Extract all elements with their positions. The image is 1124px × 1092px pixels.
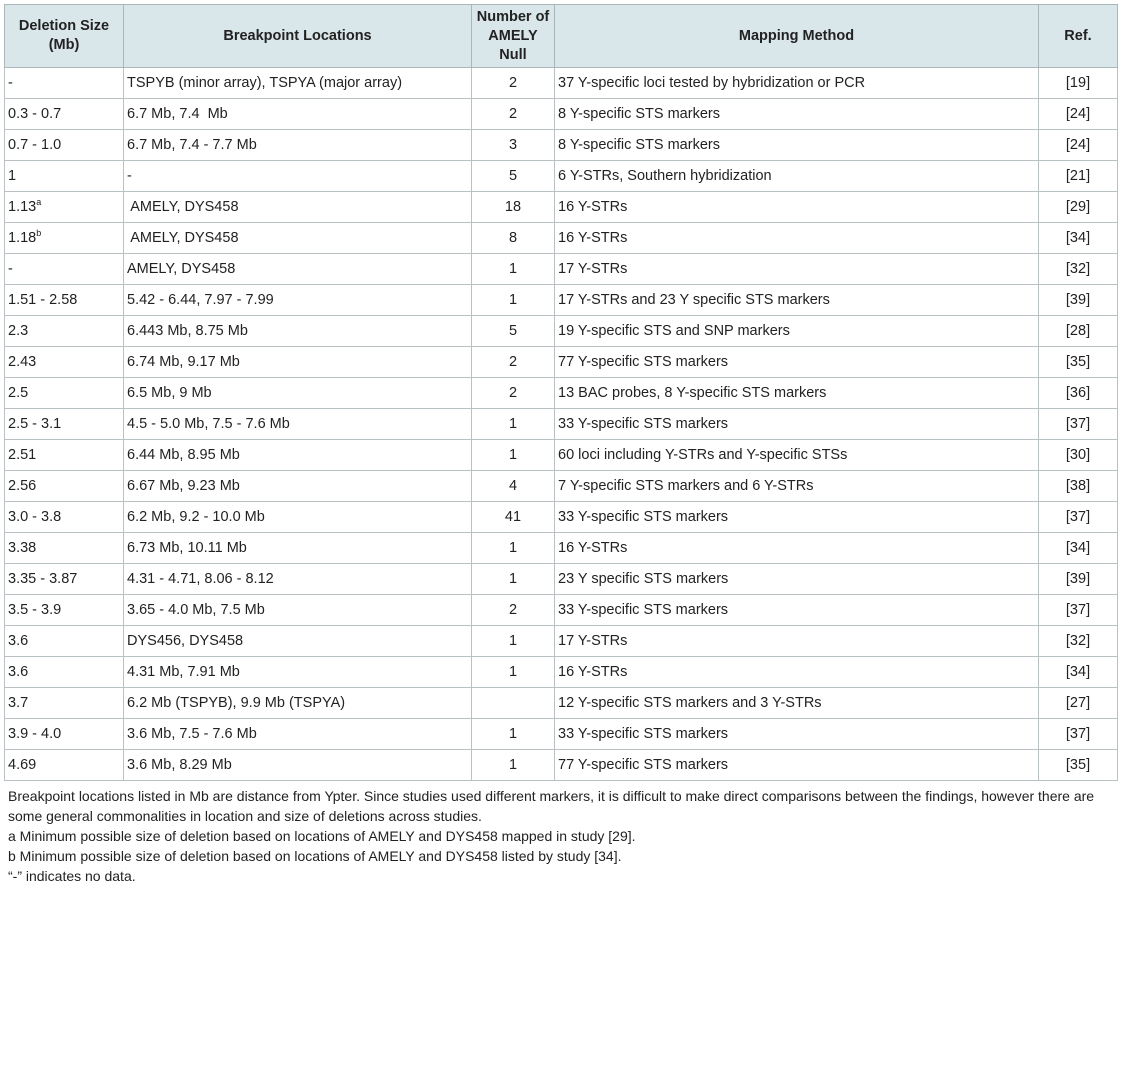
- table-row: [5, 657, 1118, 688]
- cell-deletion-size: [5, 316, 124, 347]
- cell-mapping-method: 19 Y-specific STS and SNP markers: [555, 316, 1039, 347]
- cell-mapping-method: 33 Y-specific STS markers: [555, 409, 1039, 440]
- cell-breakpoint-locations: 6.7 Mb, 7.4 Mb: [124, 99, 472, 130]
- cell-deletion-size: [5, 99, 124, 130]
- cell-number-amely-null: 1: [472, 626, 555, 657]
- cell-breakpoint-locations: 3.6 Mb, 8.29 Mb: [124, 750, 472, 781]
- cell-deletion-size: [5, 130, 124, 161]
- cell-mapping-method: 8 Y-specific STS markers: [555, 130, 1039, 161]
- cell-deletion-size: [5, 254, 124, 285]
- cell-deletion-size: [5, 378, 124, 409]
- cell-mapping-method: 16 Y-STRs: [555, 192, 1039, 223]
- deletion-size-value: 3.38: [8, 540, 37, 556]
- cell-number-amely-null: 2: [472, 99, 555, 130]
- cell-deletion-size: [5, 347, 124, 378]
- cell-number-amely-null: 1: [472, 657, 555, 688]
- deletion-size-value: 0.3 - 0.7: [8, 106, 62, 122]
- deletion-size-value: 3.7: [8, 695, 29, 711]
- cell-mapping-method: 77 Y-specific STS markers: [555, 347, 1039, 378]
- cell-number-amely-null: 8: [472, 223, 555, 254]
- cell-ref: [34]: [1039, 657, 1118, 688]
- cell-breakpoint-locations: 3.65 - 4.0 Mb, 7.5 Mb: [124, 595, 472, 626]
- cell-breakpoint-locations: 6.2 Mb (TSPYB), 9.9 Mb (TSPYA): [124, 688, 472, 719]
- table-row: [5, 223, 1118, 254]
- table-row: [5, 347, 1118, 378]
- table-row: [5, 533, 1118, 564]
- cell-deletion-size: [5, 533, 124, 564]
- cell-breakpoint-locations: AMELY, DYS458: [124, 192, 472, 223]
- cell-ref: [37]: [1039, 719, 1118, 750]
- table-container: [4, 4, 1117, 886]
- cell-ref: [32]: [1039, 626, 1118, 657]
- cell-ref: [19]: [1039, 68, 1118, 99]
- cell-number-amely-null: 1: [472, 409, 555, 440]
- cell-deletion-size: [5, 161, 124, 192]
- cell-deletion-size: [5, 688, 124, 719]
- table-row: [5, 502, 1118, 533]
- table-row: [5, 254, 1118, 285]
- cell-mapping-method: 37 Y-specific loci tested by hybridization or PCR: [555, 68, 1039, 99]
- cell-breakpoint-locations: 4.31 - 4.71, 8.06 - 8.12: [124, 564, 472, 595]
- cell-ref: [38]: [1039, 471, 1118, 502]
- cell-number-amely-null: 3: [472, 130, 555, 161]
- cell-breakpoint-locations: TSPYB (minor array), TSPYA (major array): [124, 68, 472, 99]
- cell-mapping-method: 17 Y-STRs: [555, 626, 1039, 657]
- cell-number-amely-null: 1: [472, 254, 555, 285]
- cell-breakpoint-locations: 6.2 Mb, 9.2 - 10.0 Mb: [124, 502, 472, 533]
- header-breakpoint-locations: Breakpoint Locations: [124, 5, 472, 68]
- cell-number-amely-null: 2: [472, 347, 555, 378]
- deletion-size-value: 3.0 - 3.8: [8, 509, 62, 525]
- cell-deletion-size: [5, 626, 124, 657]
- cell-number-amely-null: 41: [472, 502, 555, 533]
- deletion-size-value: 3.6: [8, 664, 29, 680]
- cell-ref: [35]: [1039, 750, 1118, 781]
- footnote-marker: a: [36, 197, 42, 208]
- cell-breakpoint-locations: 5.42 - 6.44, 7.97 - 7.99: [124, 285, 472, 316]
- cell-deletion-size: [5, 223, 124, 254]
- cell-ref: [34]: [1039, 533, 1118, 564]
- table-row: [5, 161, 1118, 192]
- cell-mapping-method: 8 Y-specific STS markers: [555, 99, 1039, 130]
- cell-breakpoint-locations: 6.44 Mb, 8.95 Mb: [124, 440, 472, 471]
- cell-breakpoint-locations: AMELY, DYS458: [124, 254, 472, 285]
- cell-number-amely-null: 1: [472, 440, 555, 471]
- cell-ref: [36]: [1039, 378, 1118, 409]
- table-row: [5, 564, 1118, 595]
- header-deletion-size: Deletion Size (Mb): [5, 5, 124, 68]
- deletion-size-value: -: [8, 75, 13, 91]
- cell-breakpoint-locations: 3.6 Mb, 7.5 - 7.6 Mb: [124, 719, 472, 750]
- table-row: [5, 626, 1118, 657]
- cell-breakpoint-locations: 6.5 Mb, 9 Mb: [124, 378, 472, 409]
- table-body: [5, 68, 1118, 781]
- cell-number-amely-null: 1: [472, 719, 555, 750]
- cell-deletion-size: [5, 285, 124, 316]
- table-row: [5, 750, 1118, 781]
- cell-mapping-method: 33 Y-specific STS markers: [555, 502, 1039, 533]
- cell-mapping-method: 13 BAC probes, 8 Y-specific STS markers: [555, 378, 1039, 409]
- table-row: [5, 409, 1118, 440]
- cell-breakpoint-locations: -: [124, 161, 472, 192]
- cell-breakpoint-locations: 6.74 Mb, 9.17 Mb: [124, 347, 472, 378]
- cell-deletion-size: [5, 471, 124, 502]
- cell-number-amely-null: 1: [472, 750, 555, 781]
- footnote-b: b Minimum possible size of deletion based on locations of AMELY and DYS458 listed by study [34].: [8, 848, 622, 864]
- cell-breakpoint-locations: 4.31 Mb, 7.91 Mb: [124, 657, 472, 688]
- cell-mapping-method: 33 Y-specific STS markers: [555, 595, 1039, 626]
- table-row: [5, 130, 1118, 161]
- cell-deletion-size: [5, 440, 124, 471]
- cell-number-amely-null: 5: [472, 316, 555, 347]
- cell-mapping-method: 16 Y-STRs: [555, 223, 1039, 254]
- table-row: [5, 471, 1118, 502]
- deletion-size-value: 0.7 - 1.0: [8, 137, 62, 153]
- table-footnotes: [4, 786, 1121, 886]
- table-row: [5, 285, 1118, 316]
- header-ref: Ref.: [1039, 5, 1118, 68]
- deletion-size-value: 3.9 - 4.0: [8, 726, 62, 742]
- table-row: [5, 192, 1118, 223]
- table-row: [5, 316, 1118, 347]
- cell-number-amely-null: [472, 688, 555, 719]
- cell-ref: [39]: [1039, 564, 1118, 595]
- cell-breakpoint-locations: 6.7 Mb, 7.4 - 7.7 Mb: [124, 130, 472, 161]
- footnote-main: Breakpoint locations listed in Mb are distance from Ypter. Since studies used different markers, it is difficult to make direct comparisons between the findings, however there are some general commonalities in location and size of deletions across studies.: [8, 788, 1095, 824]
- cell-breakpoint-locations: AMELY, DYS458: [124, 223, 472, 254]
- deletion-size-value: 1.13: [8, 199, 37, 215]
- header-mapping-method: Mapping Method: [555, 5, 1039, 68]
- cell-breakpoint-locations: DYS456, DYS458: [124, 626, 472, 657]
- cell-mapping-method: 17 Y-STRs and 23 Y specific STS markers: [555, 285, 1039, 316]
- table-row: [5, 99, 1118, 130]
- cell-mapping-method: 17 Y-STRs: [555, 254, 1039, 285]
- cell-mapping-method: 12 Y-specific STS markers and 3 Y-STRs: [555, 688, 1039, 719]
- cell-deletion-size: [5, 192, 124, 223]
- cell-ref: [34]: [1039, 223, 1118, 254]
- cell-mapping-method: 7 Y-specific STS markers and 6 Y-STRs: [555, 471, 1039, 502]
- deletion-size-value: 4.69: [8, 757, 37, 773]
- cell-deletion-size: [5, 719, 124, 750]
- cell-number-amely-null: 2: [472, 378, 555, 409]
- table-row: [5, 595, 1118, 626]
- cell-ref: [35]: [1039, 347, 1118, 378]
- table-row: [5, 719, 1118, 750]
- cell-deletion-size: [5, 595, 124, 626]
- cell-deletion-size: [5, 502, 124, 533]
- deletion-size-value: 3.35 - 3.87: [8, 571, 78, 587]
- deletion-size-value: 2.56: [8, 478, 37, 494]
- cell-mapping-method: 77 Y-specific STS markers: [555, 750, 1039, 781]
- cell-breakpoint-locations: 4.5 - 5.0 Mb, 7.5 - 7.6 Mb: [124, 409, 472, 440]
- cell-number-amely-null: 1: [472, 533, 555, 564]
- deletion-size-value: 2.5 - 3.1: [8, 416, 62, 432]
- deletion-size-value: 1.51 - 2.58: [8, 292, 78, 308]
- deletion-size-value: -: [8, 261, 13, 277]
- cell-number-amely-null: 5: [472, 161, 555, 192]
- cell-breakpoint-locations: 6.67 Mb, 9.23 Mb: [124, 471, 472, 502]
- deletion-size-value: 3.5 - 3.9: [8, 602, 62, 618]
- deletion-size-value: 1.18: [8, 230, 37, 246]
- table-row: [5, 378, 1118, 409]
- footnote-dash: “-” indicates no data.: [8, 868, 136, 884]
- table-row: [5, 68, 1118, 99]
- deletion-size-value: 1: [8, 168, 17, 184]
- cell-number-amely-null: 2: [472, 595, 555, 626]
- deletion-size-value: 2.43: [8, 354, 37, 370]
- cell-deletion-size: [5, 564, 124, 595]
- cell-deletion-size: [5, 68, 124, 99]
- cell-ref: [32]: [1039, 254, 1118, 285]
- cell-ref: [37]: [1039, 409, 1118, 440]
- cell-mapping-method: 23 Y specific STS markers: [555, 564, 1039, 595]
- cell-breakpoint-locations: 6.73 Mb, 10.11 Mb: [124, 533, 472, 564]
- deletion-size-value: 2.51: [8, 447, 37, 463]
- cell-ref: [21]: [1039, 161, 1118, 192]
- cell-deletion-size: [5, 409, 124, 440]
- cell-number-amely-null: 18: [472, 192, 555, 223]
- cell-number-amely-null: 4: [472, 471, 555, 502]
- footnote-marker: b: [36, 228, 42, 239]
- cell-mapping-method: 16 Y-STRs: [555, 657, 1039, 688]
- cell-ref: [29]: [1039, 192, 1118, 223]
- deletion-table: [4, 4, 1118, 781]
- deletion-size-value: 3.6: [8, 633, 29, 649]
- cell-ref: [24]: [1039, 99, 1118, 130]
- table-row: [5, 688, 1118, 719]
- cell-mapping-method: 33 Y-specific STS markers: [555, 719, 1039, 750]
- cell-deletion-size: [5, 657, 124, 688]
- cell-ref: [28]: [1039, 316, 1118, 347]
- cell-ref: [37]: [1039, 502, 1118, 533]
- footnote-a: a Minimum possible size of deletion based on locations of AMELY and DYS458 mapped in study [29].: [8, 828, 636, 844]
- cell-mapping-method: 16 Y-STRs: [555, 533, 1039, 564]
- cell-ref: [24]: [1039, 130, 1118, 161]
- cell-ref: [30]: [1039, 440, 1118, 471]
- cell-deletion-size: [5, 750, 124, 781]
- cell-number-amely-null: 1: [472, 564, 555, 595]
- cell-ref: [39]: [1039, 285, 1118, 316]
- cell-ref: [37]: [1039, 595, 1118, 626]
- header-number-amely-null: Number of AMELY Null: [472, 5, 555, 68]
- cell-mapping-method: 6 Y-STRs, Southern hybridization: [555, 161, 1039, 192]
- cell-number-amely-null: 2: [472, 68, 555, 99]
- cell-breakpoint-locations: 6.443 Mb, 8.75 Mb: [124, 316, 472, 347]
- table-header-row: [5, 5, 1118, 68]
- deletion-size-value: 2.3: [8, 323, 29, 339]
- cell-number-amely-null: 1: [472, 285, 555, 316]
- table-row: [5, 440, 1118, 471]
- cell-ref: [27]: [1039, 688, 1118, 719]
- deletion-size-value: 2.5: [8, 385, 29, 401]
- cell-mapping-method: 60 loci including Y-STRs and Y-specific STSs: [555, 440, 1039, 471]
